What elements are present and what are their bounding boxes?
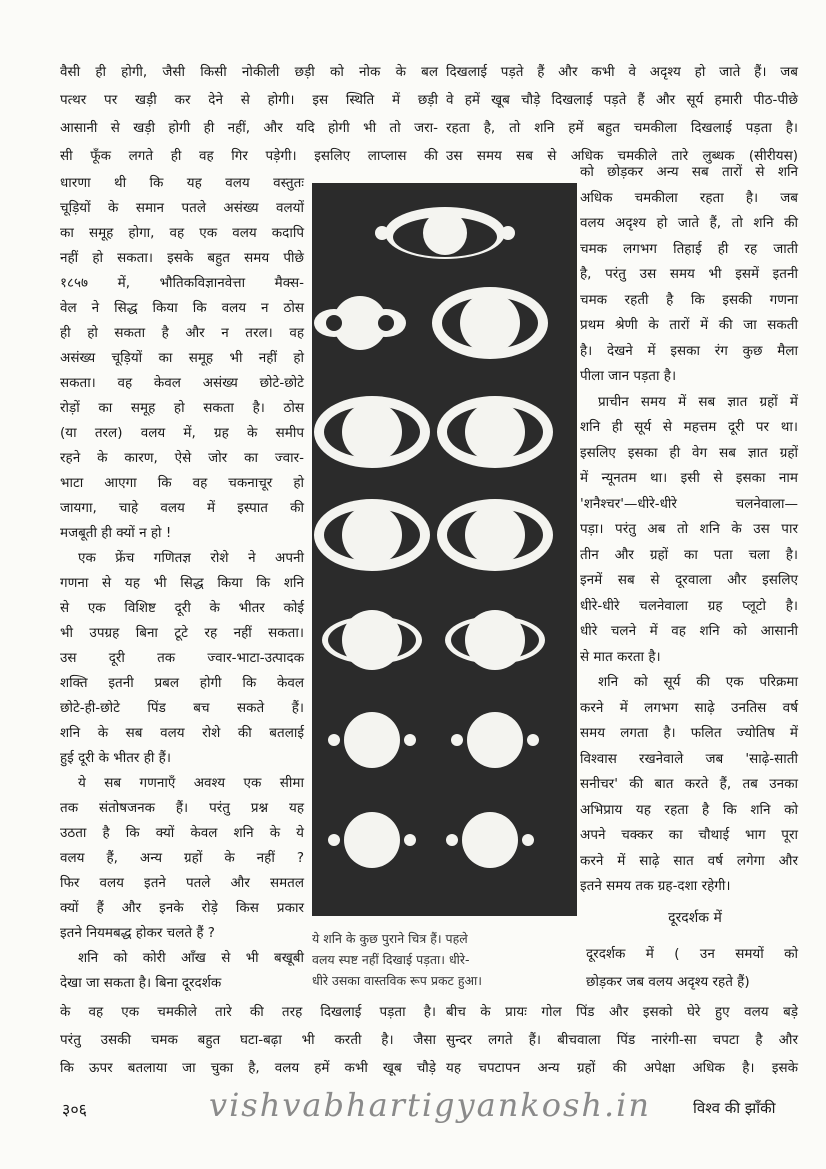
- text-line: (या तरल) वलय में, ग्रह के समीप: [60, 425, 304, 441]
- text-line: आसानी से खड़ी होगी ही नहीं, और यदि होगी भी तो जरा-: [60, 120, 438, 136]
- page-number: ३०६: [62, 1100, 87, 1119]
- text-line: दूरदर्शक में ( उन समयों को: [586, 946, 798, 962]
- watermark: vishvabhartigyankosh.in: [208, 1086, 651, 1124]
- text-line: चमक रहती है कि इसकी गणना: [580, 291, 798, 308]
- text-line: विश्वास रखनेवाले जब 'साढ़े-साती: [580, 750, 798, 767]
- text-line: से एक विशिष्ट दूरी के भीतर कोई: [60, 600, 304, 616]
- text-line: मजबूती ही क्यों न हो !: [60, 525, 172, 541]
- text-line: धारणा थी कि यह वलय वस्तुतः: [60, 175, 304, 191]
- text-line: प्रथम श्रेणी के तारों में की जा सकती: [580, 317, 798, 333]
- text-line: वलय अदृश्य हो जाते हैं, तो शनि की: [580, 215, 798, 231]
- right-column-text: [580, 160, 798, 900]
- text-line: अपने चक्कर का चौथाई भाग पूरा: [580, 827, 798, 843]
- text-line: अधिक चमकीला रहता है। जब: [580, 189, 798, 206]
- figure-caption: [312, 928, 574, 991]
- saturn-drawing: [314, 396, 430, 468]
- text-line: रहता है, तो शनि हमें बहुत चमकीला दिखलाई पड़ता है।: [446, 120, 798, 136]
- text-line: शनि को सूर्य की एक परिक्रमा: [598, 674, 798, 690]
- saturn-drawings: [312, 183, 577, 916]
- text-line: का समूह होगा, वह एक वलय कदापि: [60, 225, 304, 241]
- text-line: इनमें सब से दूरवाला और इसलिए: [580, 572, 798, 588]
- text-line: छोटे-ही-छोटे पिंड बच सकते हैं।: [60, 700, 304, 716]
- text-line: इतने समय तक ग्रह-दशा रहेगी।: [580, 878, 731, 894]
- text-line: चमक लगभग तिहाई ही रह जाती: [580, 240, 798, 257]
- text-line: है। देखने में इसका रंग कुछ मैला: [580, 342, 798, 359]
- text-line: पीला जान पड़ता है।: [580, 368, 677, 384]
- saturn-drawings-figure: [312, 183, 577, 916]
- top-left-text: [60, 58, 438, 170]
- text-line: प्राचीन समय में सब ज्ञात ग्रहों में: [598, 393, 798, 410]
- text-line: देखा जा सकता है। बिना दूरदर्शक: [60, 975, 222, 991]
- text-line: पड़ा। परंतु अब तो शनि के उस पार: [580, 521, 798, 537]
- text-line: पत्थर पर खड़ी कर देने से होगी। इस स्थिति में छड़ी: [60, 92, 438, 108]
- text-line: एक फ्रेंच गणितज्ञ रोशे ने अपनी: [78, 550, 304, 566]
- text-line: भाटा आएगा कि वह चकनाचूर हो: [60, 475, 304, 491]
- saturn-drawing: [437, 396, 553, 468]
- bottom-right-text: [446, 998, 798, 1082]
- text-line: कि ऊपर बतलाया जा चुका है, वलय हमें कभी खूब चौड़े: [60, 1060, 436, 1076]
- text-line: है, परंतु उस समय भी इसमें इतनी: [580, 266, 798, 282]
- text-line: के वह एक चमकीले तारे की तरह दिखलाई पड़ता है।: [60, 1004, 436, 1020]
- text-line: शनि को कोरी आँख से भी बखूबी: [78, 950, 304, 966]
- saturn-drawing: [432, 287, 548, 359]
- text-line: क्यों हैं और इनके रोड़े किस प्रकार: [60, 900, 304, 916]
- text-line: इसलिए इसका ही वेग सब ज्ञात ग्रहों: [580, 444, 798, 461]
- text-line: दिखलाई पड़ते हैं और कभी वे अदृश्य हो जाते हैं। जब: [446, 64, 798, 80]
- text-line: उठता है कि क्यों केवल शनि के ये: [60, 825, 304, 841]
- text-line: १८५७ में, भौतिकविज्ञानवेत्ता मैक्स-: [60, 275, 304, 291]
- saturn-drawing: [328, 812, 416, 868]
- text-line: शनि के सब वलय रोशे की बतलाई: [60, 725, 304, 741]
- saturn-drawing: [328, 712, 416, 768]
- text-line: इतने नियमबद्ध होकर चलते हैं ?: [60, 925, 215, 941]
- left-column-text: [60, 171, 304, 996]
- caption-line: वलय स्पष्ट नहीं दिखाई पड़ता। धीरे-: [312, 952, 470, 967]
- book-title: विश्व की झाँकी: [693, 1099, 776, 1117]
- text-line: शनि ही सूर्य से महत्तम दूरी पर था।: [580, 419, 798, 435]
- text-line: तीन और ग्रहों का पता चला है।: [580, 546, 798, 563]
- saturn-drawing: [375, 207, 515, 259]
- text-line: वे हमें खूब चौड़े दिखलाई पड़ते हैं और सूर्य हमारी पीठ-पीछे: [446, 92, 798, 108]
- saturn-drawing: [437, 499, 553, 571]
- text-line: बीच के प्रायः गोल पिंड और इसको घेरे हुए वलय बड़े: [446, 1004, 798, 1020]
- text-line: छोड़कर जब वलय अदृश्य रहते हैं): [586, 974, 750, 990]
- text-line: ये सब गणनाएँ अवश्य एक सीमा: [78, 775, 304, 791]
- text-line: जायगा, चाहे वलय में इस्पात की: [60, 500, 304, 516]
- text-line: करने में लगभग साढ़े उनतिस वर्ष: [580, 699, 798, 716]
- text-line: करने में साढ़े सात वर्ष लगेगा और: [580, 852, 798, 869]
- bottom-left-text: [60, 998, 436, 1082]
- text-line: समय लगता है। फलित ज्योतिष में: [580, 725, 798, 741]
- text-line: परंतु उसकी चमक बहुत घटा-बढ़ा भी करती है। जैसा: [60, 1032, 436, 1048]
- text-line: वलय हैं, अन्य ग्रहों के नहीं ?: [60, 850, 304, 866]
- text-line: वेल ने सिद्ध किया कि वलय न ठोस: [60, 300, 304, 316]
- text-line: 'शनैश्चर'—धीरे-धीरे चलनेवाला—: [580, 495, 798, 512]
- text-line: भी उपग्रह बिना टूटे रह नहीं सकता।: [60, 625, 304, 641]
- text-line: को छोड़कर अन्य सब तारों से शनि: [580, 164, 798, 180]
- caption-line: ये शनि के कुछ पुराने चित्र हैं। पहले: [312, 931, 468, 946]
- text-line: रोड़ों का समूह हो सकता है। ठोस: [60, 400, 304, 416]
- text-line: में न्यूनतम था। इसी से इसका नाम: [580, 470, 798, 486]
- text-line: से मात करता है।: [580, 648, 661, 665]
- text-line: असंख्य चूड़ियों का समूह भी नहीं हो: [60, 350, 304, 366]
- text-line: गणना से यह भी सिद्ध किया कि शनि: [60, 575, 304, 591]
- saturn-drawing: [445, 610, 545, 670]
- text-line: सकता। वह केवल असंख्य छोटे-छोटे: [60, 375, 304, 391]
- caption-line: धीरे उसका वास्तविक रूप प्रकट हुआ।: [312, 973, 482, 988]
- saturn-drawing: [446, 812, 534, 868]
- text-line: उस दूरी तक ज्वार-भाटा-उत्पादक: [60, 650, 304, 666]
- text-line: सी फूँक लगते ही वह गिर पड़ेगी। इसलिए लाप्लास की: [60, 148, 438, 164]
- saturn-drawing: [314, 296, 406, 350]
- text-line: यह चपटापन अन्य ग्रहों की अपेक्षा अधिक है। इसके: [446, 1060, 798, 1076]
- section-text: [586, 940, 798, 996]
- text-line: शक्ति इतनी प्रबल होगी कि केवल: [60, 675, 304, 691]
- saturn-drawing: [322, 610, 422, 670]
- text-line: धीरे-धीरे चलनेवाला ग्रह प्लूटो है।: [580, 597, 798, 614]
- text-line: वैसी ही होगी, जैसी किसी नोकीली छड़ी को नोक के बल: [60, 64, 438, 80]
- saturn-drawing: [451, 712, 539, 768]
- text-line: सुन्दर लगते हैं। बीचवाला पिंड नारंगी-सा चपटा है और: [446, 1032, 798, 1048]
- top-right-text: [446, 58, 798, 170]
- text-line: अभिप्राय यह रहता है कि शनि को: [580, 801, 798, 818]
- text-line: धीरे चलने में वह शनि को आसानी: [580, 623, 798, 639]
- text-line: हुई दूरी के भीतर ही हैं।: [60, 750, 171, 766]
- text-line: चूड़ियों के समान पतले असंख्य वलयों: [60, 200, 304, 216]
- section-heading: दूरदर्शक में: [668, 910, 722, 926]
- text-line: उस समय सब से अधिक चमकीले तारे लुब्धक (सीरीयस): [446, 148, 798, 164]
- text-line: तक संतोषजनक हैं। परंतु प्रश्न यह: [60, 800, 304, 816]
- text-line: रहने के कारण, ऐसे जोर का ज्वार-: [60, 450, 304, 466]
- text-line: ही हो सकता है और न तरल। वह: [60, 325, 304, 341]
- text-line: नहीं हो सकता। इसके बहुत समय पीछे: [60, 250, 304, 266]
- saturn-drawing: [314, 499, 430, 571]
- text-line: फिर वलय इतने पतले और समतल: [60, 875, 304, 891]
- text-line: सनीचर' की बात करते हैं, तब उनका: [580, 776, 798, 792]
